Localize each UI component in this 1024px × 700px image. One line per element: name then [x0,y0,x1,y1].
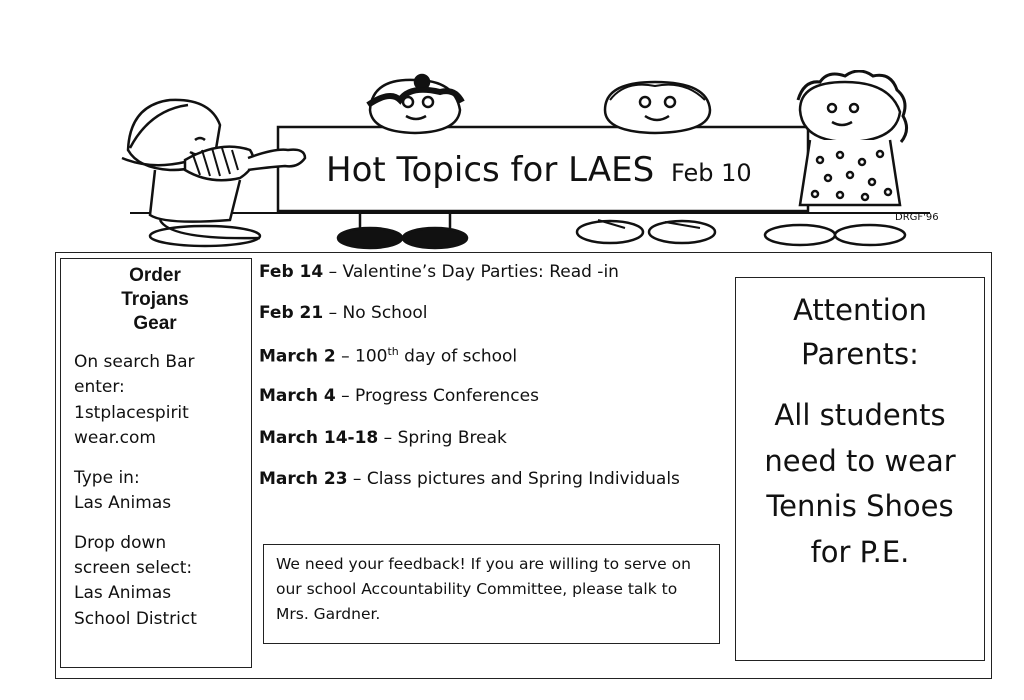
calendar-item [259,345,517,367]
feedback-line: We need your feedback! If you are willing to serve on [276,555,691,573]
order-title-line: Trojans [121,289,189,310]
order-title-line: Gear [133,313,177,334]
attention-message-line: All students [774,398,946,432]
calendar-date: March 14-18 [259,428,379,448]
calendar-separator: – [323,303,343,323]
feedback-line: Mrs. Gardner. [276,605,381,623]
calendar-item [259,469,680,489]
calendar-date: March 2 [259,346,336,367]
calendar-date: March 23 [259,469,348,489]
order-instruction: School District [74,609,197,629]
calendar-separator: – [335,386,356,406]
calendar-event: Class pictures and Spring Individuals [366,469,680,489]
attention-message-line: for P.E. [810,534,910,569]
order-instruction: 1stplacespirit [74,403,189,423]
order-instruction: On search Bar [74,352,195,372]
calendar-separator: – [323,262,343,282]
calendar-event: Spring Break [397,428,507,448]
calendar-date: March 4 [259,386,336,406]
calendar-date: Feb 14 [259,262,324,282]
calendar-item [259,303,427,323]
order-instruction: Las Animas [74,583,172,603]
banner-title-text: Hot Topics for LAES [326,150,655,190]
calendar-separator: – [335,346,356,367]
order-instruction: Type in: [74,468,140,488]
calendar-event: 100 [355,346,388,367]
calendar-date: Feb 21 [259,303,324,323]
artist-signature: DRGF'96 [895,212,939,223]
order-instruction: Las Animas [74,493,172,513]
attention-message-line: need to wear [764,443,956,478]
order-instruction: screen select: [74,558,193,578]
banner-date: Feb 10 [670,159,752,187]
order-instruction: wear.com [74,428,156,448]
banner-title [326,150,752,190]
calendar-separator: – [378,428,398,448]
attention-message-line: Tennis Shoes [766,489,954,523]
calendar-separator: – [347,469,367,489]
calendar-event: No School [342,303,428,323]
order-instruction: Drop down [74,533,167,553]
order-gear-title [66,264,244,336]
calendar-event: Valentine’s Day Parties: Read -in [342,262,619,282]
order-title-line: Order [129,265,181,286]
calendar-item [259,262,619,282]
feedback-line: our school Accountability Committee, please talk to [276,580,678,598]
calendar-item [259,428,507,448]
attention-heading-line: Parents: [801,337,919,371]
attention-message [737,393,983,575]
order-instruction: enter: [74,377,125,397]
calendar-item [259,386,539,406]
attention-heading [737,288,983,376]
calendar-event: Progress Conferences [355,386,539,406]
calendar-event: day of school [398,346,518,367]
attention-heading-line: Attention [793,293,927,327]
calendar-event-sup: th [387,345,399,358]
feedback-text [276,552,712,627]
